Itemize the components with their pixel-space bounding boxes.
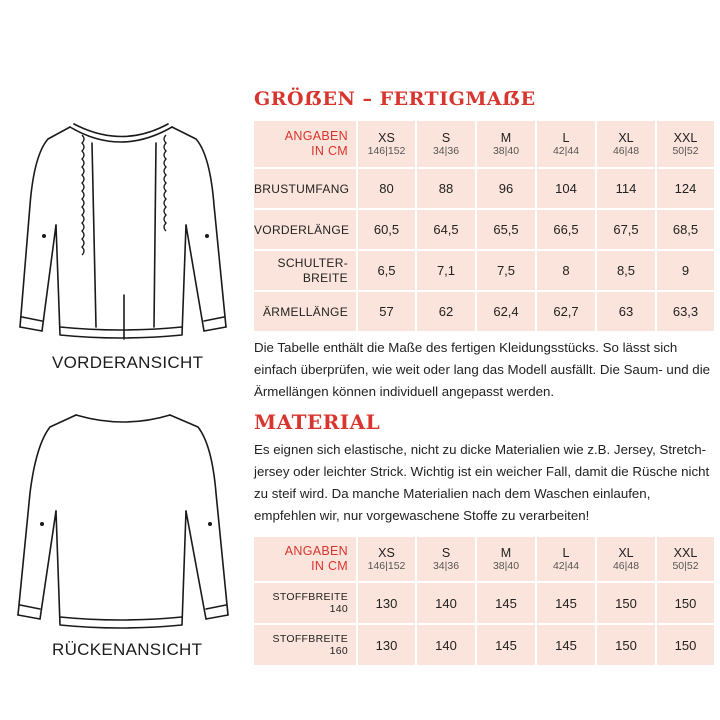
size-column-xl: XL 46|48 [597,121,657,169]
table-header-row [254,537,716,583]
table-cell: 150 [597,583,657,625]
size-column-m: M 38|40 [477,537,537,583]
table-cell: 150 [597,625,657,667]
table-cell: 140 [417,625,477,667]
table-cell: 145 [537,625,597,667]
table-cell: 62,7 [537,292,597,333]
row-label-aermellaenge: ÄRMELLÄNGE [254,292,358,333]
size-column-s: S 34|36 [417,537,477,583]
back-shirt-sketch [0,393,250,633]
table-cell: 88 [417,169,477,210]
table-header-row [254,121,716,169]
table-cell: 96 [477,169,537,210]
material-title: MATERIAL [254,410,381,434]
table-cell: 65,5 [477,210,537,251]
table-cell: 6,5 [358,251,417,292]
table-cell: 145 [477,625,537,667]
fabric-width-table [254,537,716,667]
back-view-label: RÜCKENANSICHT [52,640,203,659]
table-cell: 145 [537,583,597,625]
row-label-stoffbreite-140: STOFFBREITE 140 [254,583,358,625]
table-cell: 124 [657,169,716,210]
table-cell: 140 [417,583,477,625]
table-header-label: ANGABEN IN CM [254,121,358,169]
table-cell: 7,5 [477,251,537,292]
table-row [254,583,716,625]
table-cell: 104 [537,169,597,210]
row-label-brustumfang: BRUSTUMFANG [254,169,358,210]
front-shirt-sketch [0,95,250,345]
table-cell: 130 [358,625,417,667]
table-cell: 9 [657,251,716,292]
size-column-xs: XS 146|152 [358,121,417,169]
sizes-title: GRÖẞEN – FERTIGMAẞE [254,88,536,110]
table-cell: 80 [358,169,417,210]
size-column-s: S 34|36 [417,121,477,169]
size-column-l: L 42|44 [537,121,597,169]
table-row [254,292,716,333]
table-cell: 63 [597,292,657,333]
table-cell: 145 [477,583,537,625]
table-cell: 64,5 [417,210,477,251]
size-column-l: L 42|44 [537,537,597,583]
table-cell: 57 [358,292,417,333]
table-row [254,625,716,667]
table-cell: 68,5 [657,210,716,251]
row-label-stoffbreite-160: STOFFBREITE 160 [254,625,358,667]
table-cell: 114 [597,169,657,210]
table-cell: 8,5 [597,251,657,292]
table-header-label: ANGABEN IN CM [254,537,358,583]
table-row [254,169,716,210]
size-column-xs: XS 146|152 [358,537,417,583]
measurements-description: Die Tabelle enthält die Maße des fertigen Kleidungsstücks. So lässt sich einfach überprüfen, wie weit oder lang das Modell ausfällt. Die Saum- und die Ärmellängen können individuell angepasst werden. [254,340,711,399]
back-view-illustration [0,393,250,633]
size-column-m: M 38|40 [477,121,537,169]
table-row [254,251,716,292]
table-cell: 130 [358,583,417,625]
row-label-schulterbreite: SCHULTER- BREITE [254,251,358,292]
size-column-xxl: XXL 50|52 [657,537,716,583]
table-cell: 67,5 [597,210,657,251]
table-cell: 62 [417,292,477,333]
table-cell: 66,5 [537,210,597,251]
size-column-xl: XL 46|48 [597,537,657,583]
table-cell: 150 [657,625,716,667]
row-label-vorderlaenge: VORDERLÄNGE [254,210,358,251]
front-view-label: VORDERANSICHT [52,353,204,372]
front-view-illustration [0,95,250,345]
table-cell: 7,1 [417,251,477,292]
finished-measurements-table [254,121,716,333]
table-row [254,210,716,251]
table-cell: 62,4 [477,292,537,333]
table-cell: 150 [657,583,716,625]
table-cell: 60,5 [358,210,417,251]
size-column-xxl: XXL 50|52 [657,121,716,169]
material-description: Es eignen sich elastische, nicht zu dicke Materialien wie z.B. Jersey, Stretch-jersey oder leichter Strick. Wichtig ist ein weicher Fall, damit die Rüsche nicht zu steif wird. Da manche Materialien nach dem Waschen einlaufen, empfehlen wir, nur vorgewaschene Stoffe zu verarbeiten! [254,442,710,523]
table-cell: 63,3 [657,292,716,333]
table-cell: 8 [537,251,597,292]
